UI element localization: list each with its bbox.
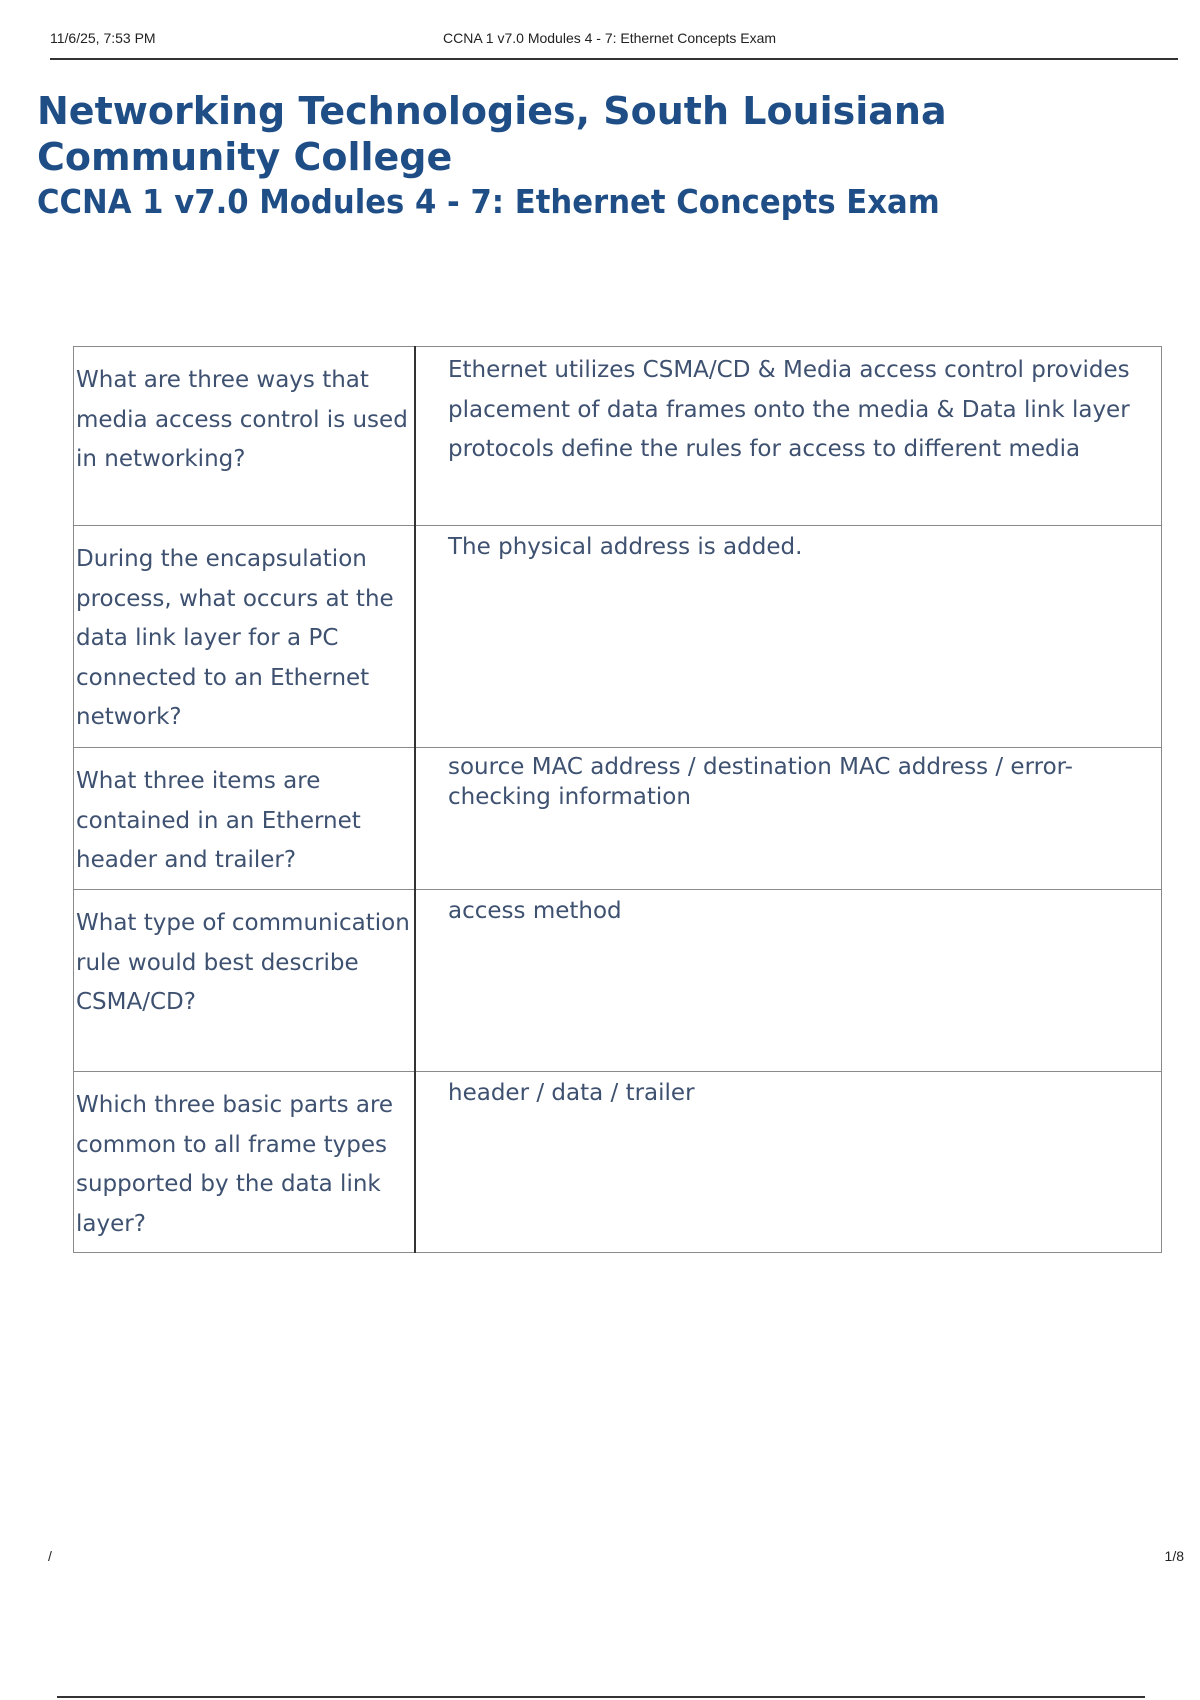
answer-cell: The physical address is added. — [415, 526, 1162, 748]
print-date: 11/6/25, 7:53 PM — [50, 30, 156, 46]
question-cell: What three items are contained in an Ethernet header and trailer? — [74, 748, 416, 890]
question-cell: Which three basic parts are common to all frame types supported by the data link layer? — [74, 1072, 416, 1253]
page-title: Networking Technologies, South Louisiana Community College — [37, 89, 947, 179]
page-number: 1/8 — [1164, 1548, 1184, 1564]
bottom-divider — [57, 1696, 1145, 1698]
table-row — [74, 526, 1162, 748]
qa-table — [73, 346, 1162, 1253]
table-row — [74, 1072, 1162, 1253]
answer-cell: header / data / trailer — [415, 1072, 1162, 1253]
answer-cell: access method — [415, 890, 1162, 1072]
table-row — [74, 890, 1162, 1072]
question-cell: During the encapsulation process, what occurs at the data link layer for a PC connected to an Ethernet network? — [74, 526, 416, 748]
print-doc-title: CCNA 1 v7.0 Modules 4 - 7: Ethernet Concepts Exam — [443, 30, 777, 46]
answer-cell: Ethernet utilizes CSMA/CD & Media access control provides placement of data frames onto the media & Data link layer protocols define the rules for access to different media — [415, 347, 1162, 526]
print-header — [50, 28, 1178, 60]
question-cell: What type of communication rule would best describe CSMA/CD? — [74, 890, 416, 1072]
table-row — [74, 748, 1162, 890]
table-row — [74, 347, 1162, 526]
footer-url-mark: / — [48, 1548, 52, 1564]
page-subtitle: CCNA 1 v7.0 Modules 4 - 7: Ethernet Concepts Exam — [37, 182, 940, 221]
answer-cell: source MAC address / destination MAC address / error-checking information — [415, 748, 1162, 890]
question-cell: What are three ways that media access control is used in networking? — [74, 347, 416, 526]
